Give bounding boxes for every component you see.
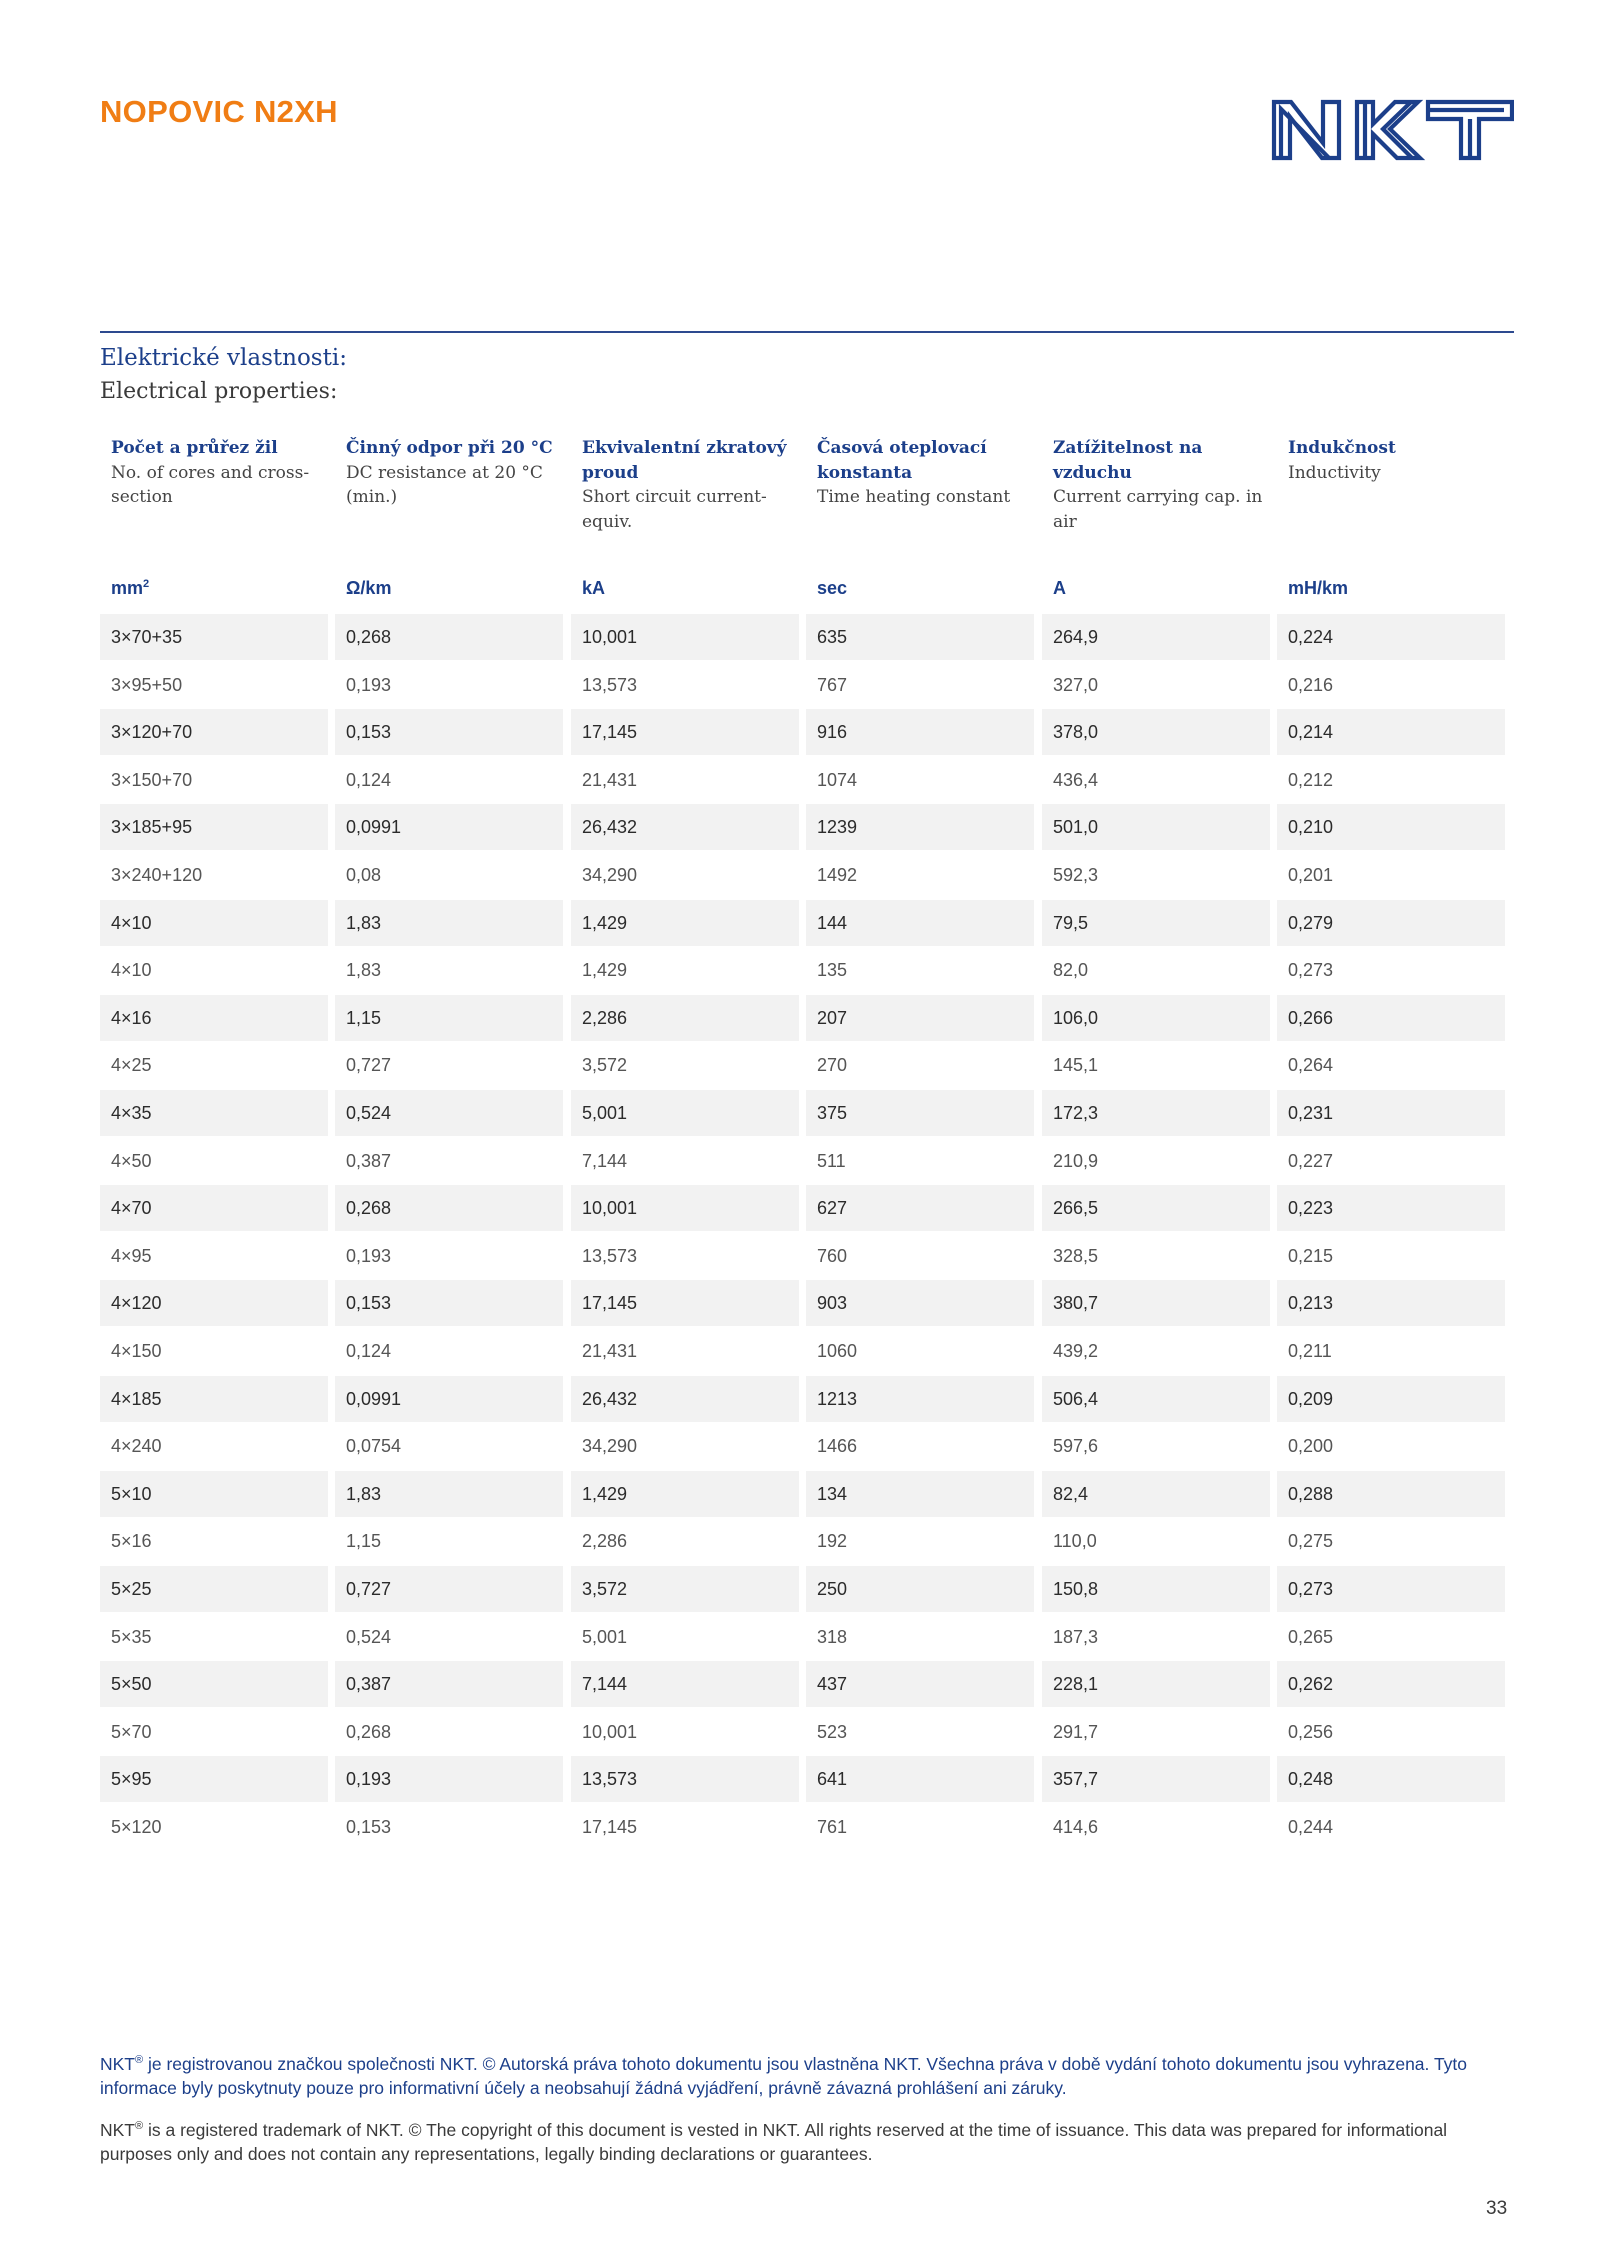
table-cell: 0,231	[1277, 1090, 1505, 1136]
footer-disclaimer-cz	[100, 2048, 1500, 2101]
table-cell: 378,0	[1042, 709, 1270, 755]
table-row	[100, 1661, 1514, 1707]
table-row	[100, 1709, 1514, 1755]
table-cell: 1,83	[335, 1471, 563, 1517]
table-cell: 0,268	[335, 614, 563, 660]
table-row	[100, 1328, 1514, 1374]
table-cell: 3×240+120	[111, 865, 203, 885]
column-header-en: Time heating constant	[817, 487, 1011, 507]
table-cell: 0,193	[346, 1245, 392, 1266]
table-cell: 34,290	[582, 1436, 638, 1457]
table-cell: 437	[806, 1661, 1034, 1707]
table-cell: 0,727	[335, 1566, 563, 1612]
table-cell: 5×50	[100, 1661, 328, 1707]
table-cell: 375	[806, 1090, 1034, 1136]
table-cell: 0,224	[1277, 614, 1505, 660]
table-row	[100, 1804, 1514, 1850]
table-row	[100, 900, 1514, 946]
table-cell: 0,193	[335, 1756, 563, 1802]
trademark-name: NKT	[100, 2053, 135, 2074]
table-cell: 266,5	[1042, 1185, 1270, 1231]
table-cell: 0,387	[335, 1661, 563, 1707]
table-cell: 187,3	[1053, 1626, 1099, 1647]
section-title-en: Electrical properties:	[100, 379, 338, 404]
table-cell: 0,266	[1277, 995, 1505, 1041]
column-header-en: No. of cores and cross-section	[111, 462, 310, 507]
table-cell: 4×120	[100, 1280, 328, 1326]
table-row	[100, 852, 1514, 898]
table-cell: 150,8	[1042, 1566, 1270, 1612]
table-cell: 436,4	[1053, 769, 1099, 790]
table-cell: 2,286	[582, 1531, 628, 1552]
table-cell: 1,15	[346, 1531, 382, 1552]
table-cell: 17,145	[571, 1280, 799, 1326]
table-cell: 0,279	[1277, 900, 1505, 946]
table-cell: 0,215	[1288, 1245, 1334, 1266]
table-cell: 34,290	[582, 865, 638, 885]
document-title: NOPOVIC N2XH	[100, 94, 338, 129]
table-cell: 7,144	[571, 1661, 799, 1707]
table-cell: 4×50	[111, 1150, 152, 1171]
table-cell: 1492	[817, 865, 858, 885]
column-unit: mH/km	[1288, 578, 1349, 598]
table-cell: 1,429	[582, 960, 628, 981]
table-cell: 0,153	[335, 1280, 563, 1326]
table-cell: 3×150+70	[111, 769, 193, 790]
table-cell: 4×16	[100, 995, 328, 1041]
unit-superscript: 2	[143, 578, 150, 590]
table-cell: 4×240	[111, 1436, 162, 1457]
table-cell: 3,572	[582, 1055, 628, 1076]
table-cell: 0,210	[1277, 804, 1505, 850]
table-cell: 82,4	[1042, 1471, 1270, 1517]
table-cell: 0,153	[346, 1817, 392, 1837]
table-cell: 592,3	[1053, 865, 1099, 885]
column-header	[1288, 436, 1510, 485]
table-cell: 5,001	[571, 1090, 799, 1136]
table-cell: 7,144	[582, 1150, 628, 1171]
column-header-cz: Indukčnost	[1288, 438, 1396, 458]
table-cell: 1466	[817, 1436, 858, 1457]
column-unit: sec	[817, 578, 848, 598]
table-cell: 1060	[817, 1341, 858, 1361]
table-row	[100, 1471, 1514, 1517]
table-cell: 0,200	[1288, 1436, 1334, 1457]
registered-mark: ®	[135, 2120, 144, 2132]
table-cell: 380,7	[1042, 1280, 1270, 1326]
table-cell: 327,0	[1053, 674, 1099, 695]
table-cell: 760	[817, 1245, 848, 1266]
table-cell: 635	[806, 614, 1034, 660]
table-row	[100, 757, 1514, 803]
table-row	[100, 1280, 1514, 1326]
column-header-en: Current carrying cap. in air	[1053, 487, 1263, 532]
table-cell: 5×25	[100, 1566, 328, 1612]
table-cell: 0,256	[1288, 1721, 1334, 1742]
table-cell: 0,153	[335, 709, 563, 755]
column-header-en: DC resistance at 20 °C (min.)	[346, 462, 543, 507]
table-cell: 318	[817, 1626, 848, 1647]
section-divider	[100, 331, 1514, 333]
table-cell: 1074	[817, 769, 858, 790]
table-cell: 4×150	[111, 1341, 162, 1361]
table-cell: 5×35	[111, 1626, 152, 1647]
column-unit	[111, 578, 149, 599]
table-cell: 1239	[806, 804, 1034, 850]
table-row	[100, 1423, 1514, 1469]
column-header-cz: Počet a průřez žil	[111, 438, 278, 458]
table-cell: 0,124	[346, 1341, 392, 1361]
unit-text: mm	[111, 578, 144, 598]
table-cell: 1,83	[335, 900, 563, 946]
table-cell: 3×95+50	[111, 674, 183, 695]
table-row	[100, 1614, 1514, 1660]
table-cell: 0,201	[1288, 865, 1334, 885]
table-cell: 270	[817, 1055, 848, 1076]
table-cell: 5×10	[100, 1471, 328, 1517]
table-cell: 511	[817, 1150, 846, 1171]
column-header-en: Inductivity	[1288, 462, 1381, 483]
table-cell: 4×185	[100, 1376, 328, 1422]
table-cell: 10,001	[571, 614, 799, 660]
column-header-cz: Zatížitelnost na vzduchu	[1053, 438, 1203, 483]
table-cell: 0,727	[346, 1055, 392, 1076]
table-cell: 641	[806, 1756, 1034, 1802]
table-row	[100, 1566, 1514, 1612]
table-cell: 439,2	[1053, 1341, 1099, 1361]
table-cell: 228,1	[1042, 1661, 1270, 1707]
column-header-cz: Činný odpor při 20 °C	[346, 438, 553, 458]
table-cell: 0,268	[346, 1721, 392, 1742]
table-cell: 192	[817, 1531, 848, 1552]
table-cell: 0,262	[1277, 1661, 1505, 1707]
table-cell: 0,273	[1277, 1566, 1505, 1612]
table-cell: 0,288	[1277, 1471, 1505, 1517]
table-cell: 13,573	[582, 674, 638, 695]
table-cell: 1,83	[346, 960, 382, 981]
table-cell: 0,227	[1288, 1150, 1334, 1171]
table-cell: 414,6	[1053, 1817, 1099, 1837]
table-cell: 21,431	[582, 769, 638, 790]
table-cell: 0,211	[1288, 1341, 1332, 1361]
table-cell: 3×185+95	[100, 804, 328, 850]
table-cell: 4×10	[111, 960, 152, 981]
table-cell: 264,9	[1042, 614, 1270, 660]
table-cell: 17,145	[582, 1817, 638, 1837]
table-cell: 250	[806, 1566, 1034, 1612]
table-cell: 0,223	[1277, 1185, 1505, 1231]
table-cell: 4×25	[111, 1055, 152, 1076]
table-cell: 135	[817, 960, 848, 981]
table-row	[100, 662, 1514, 708]
table-cell: 0,524	[335, 1090, 563, 1136]
table-cell: 210,9	[1053, 1150, 1099, 1171]
table-cell: 0,193	[346, 674, 392, 695]
table-row	[100, 614, 1514, 660]
table-cell: 767	[817, 674, 848, 695]
table-cell: 0,0991	[335, 804, 563, 850]
table-cell: 5,001	[582, 1626, 628, 1647]
table-cell: 0,216	[1288, 674, 1334, 695]
table-cell: 916	[806, 709, 1034, 755]
table-cell: 172,3	[1042, 1090, 1270, 1136]
column-header-cz: Časová oteplovací konstanta	[817, 438, 987, 483]
table-cell: 0,0991	[335, 1376, 563, 1422]
table-cell: 26,432	[571, 1376, 799, 1422]
table-row	[100, 1233, 1514, 1279]
table-row	[100, 1185, 1514, 1231]
table-cell: 357,7	[1042, 1756, 1270, 1802]
table-cell: 0,0754	[346, 1436, 402, 1457]
column-header	[1053, 436, 1275, 534]
table-cell: 0,264	[1288, 1055, 1334, 1076]
table-cell: 3×70+35	[100, 614, 328, 660]
table-cell: 1,429	[571, 1471, 799, 1517]
table-cell: 4×10	[100, 900, 328, 946]
table-cell: 13,573	[582, 1245, 638, 1266]
table-cell: 1213	[806, 1376, 1034, 1422]
table-cell: 10,001	[571, 1185, 799, 1231]
table-cell: 4×35	[100, 1090, 328, 1136]
column-header	[111, 436, 333, 510]
table-row	[100, 1376, 1514, 1422]
column-header-en: Short circuit current-equiv.	[582, 487, 767, 532]
table-cell: 2,286	[571, 995, 799, 1041]
table-cell: 144	[806, 900, 1034, 946]
table-cell: 21,431	[582, 1341, 638, 1361]
table-cell: 0,387	[346, 1150, 392, 1171]
table-row	[100, 995, 1514, 1041]
table-row	[100, 1518, 1514, 1564]
table-cell: 79,5	[1042, 900, 1270, 946]
column-unit: kA	[582, 578, 606, 598]
table-cell: 0,244	[1288, 1817, 1334, 1837]
table-cell: 3×120+70	[100, 709, 328, 755]
table-row	[100, 709, 1514, 755]
table-cell: 17,145	[571, 709, 799, 755]
table-cell: 207	[806, 995, 1034, 1041]
table-cell: 106,0	[1042, 995, 1270, 1041]
nkt-logo	[1271, 99, 1514, 161]
table-cell: 0,213	[1277, 1280, 1505, 1326]
table-row	[100, 1042, 1514, 1088]
column-header	[346, 436, 568, 510]
table-cell: 761	[817, 1817, 848, 1837]
table-cell: 26,432	[571, 804, 799, 850]
table-cell: 0,268	[335, 1185, 563, 1231]
table-cell: 13,573	[571, 1756, 799, 1802]
footer-disclaimer-en	[100, 2114, 1500, 2167]
table-cell: 1,15	[335, 995, 563, 1041]
table-cell: 5×70	[111, 1721, 152, 1742]
table-cell: 627	[806, 1185, 1034, 1231]
table-cell: 0,209	[1277, 1376, 1505, 1422]
table-cell: 0,524	[346, 1626, 392, 1647]
table-cell: 10,001	[582, 1721, 638, 1742]
table-cell: 0,124	[346, 769, 392, 790]
table-cell: 903	[806, 1280, 1034, 1326]
column-header	[817, 436, 1039, 510]
table-cell: 4×70	[100, 1185, 328, 1231]
table-cell: 0,275	[1288, 1531, 1334, 1552]
table-cell: 5×16	[111, 1531, 152, 1552]
trademark-name: NKT	[100, 2119, 135, 2140]
table-cell: 0,265	[1288, 1626, 1334, 1647]
table-cell: 0,248	[1277, 1756, 1505, 1802]
table-cell: 134	[806, 1471, 1034, 1517]
disclaimer-text: je registrovanou značkou společnosti NKT. © Autorská práva tohoto dokumentu jsou vlastněna NKT. Všechna práva v době vydání tohoto dokumentu jsou vyhrazena. Tyto informace byly poskytnuty pouze pro informativní účely a neobsahují žádná vyjádření, právně závazná prohlášení ani záruky.	[100, 2053, 1468, 2099]
table-row	[100, 947, 1514, 993]
column-header-cz: Ekvivalentní zkratový proud	[582, 438, 787, 483]
table-cell: 328,5	[1053, 1245, 1099, 1266]
table-cell: 1,429	[571, 900, 799, 946]
table-cell: 5×95	[100, 1756, 328, 1802]
disclaimer-text: is a registered trademark of NKT. © The copyright of this document is vested in NKT. All rights reserved at the time of issuance. This data was prepared for informational purposes only and does not contain any representations, legally binding declarations or guarantees.	[100, 2119, 1448, 2165]
column-unit: A	[1053, 578, 1066, 598]
table-cell: 0,08	[346, 865, 382, 885]
table-cell: 0,212	[1288, 769, 1334, 790]
table-row	[100, 804, 1514, 850]
page-number: 33	[1486, 2198, 1508, 2219]
table-cell: 0,214	[1277, 709, 1505, 755]
table-cell: 145,1	[1053, 1055, 1099, 1076]
table-cell: 110,0	[1053, 1531, 1097, 1552]
table-row	[100, 1756, 1514, 1802]
table-row	[100, 1090, 1514, 1136]
registered-mark: ®	[135, 2054, 144, 2066]
table-cell: 501,0	[1042, 804, 1270, 850]
table-cell: 5×120	[111, 1817, 162, 1837]
table-cell: 597,6	[1053, 1436, 1099, 1457]
table-row	[100, 1138, 1514, 1184]
table-cell: 0,273	[1288, 960, 1334, 981]
table-cell: 3,572	[571, 1566, 799, 1612]
table-cell: 506,4	[1042, 1376, 1270, 1422]
column-unit: Ω/km	[346, 578, 392, 598]
table-cell: 4×95	[111, 1245, 152, 1266]
section-title-cz: Elektrické vlastnosti:	[100, 345, 347, 371]
table-cell: 523	[817, 1721, 848, 1742]
table-cell: 291,7	[1053, 1721, 1099, 1742]
column-header	[582, 436, 804, 534]
table-cell: 82,0	[1053, 960, 1089, 981]
